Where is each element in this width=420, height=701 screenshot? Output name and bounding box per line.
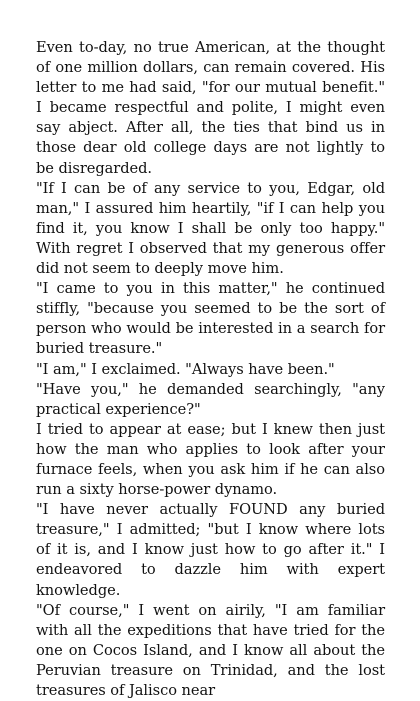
paragraph: "Of course," I went on airily, "I am familiar with all the expeditions that have tried for the one on Cocos Island, and I know all about the Peruvian treasure on Trinidad, and the lost treasures of Jalisco near [36,601,385,699]
paragraph: "If I can be of any service to you, Edgar, old man," I assured him heartily, "if I can help you find it, you know I shall be only too happy." With regret I observed that my generous offer did not seem to deeply move him. [36,179,385,278]
paragraph: "I came to you in this matter," he continued stiffly, "because you seemed to be the sort of person who would be interested in a search for buried treasure." [36,280,385,358]
paragraph: "Have you," he demanded searchingly, "any practical experience?" [36,380,385,418]
page-body [36,38,385,701]
paragraph: "I have never actually FOUND any buried treasure," I admitted; "but I know where lots of it is, and I know just how to go after it." I endeavored to dazzle him with expert knowledge. [36,501,385,599]
paragraph: I tried to appear at ease; but I knew then just how the man who applies to look after your furnace feels, when you ask him if he can also run a sixty horse-power dynamo. [36,420,385,499]
paragraph: "I am," I exclaimed. "Always have been." [36,360,335,378]
paragraph: Even to-day, no true American, at the thought of one million dollars, can remain covered. His letter to me had said, "for our mutual benefit." I became respectful and polite, I might even say abject. After all, the ties that bind us in those dear old college days are not lightly to be disregarded. [36,39,385,177]
